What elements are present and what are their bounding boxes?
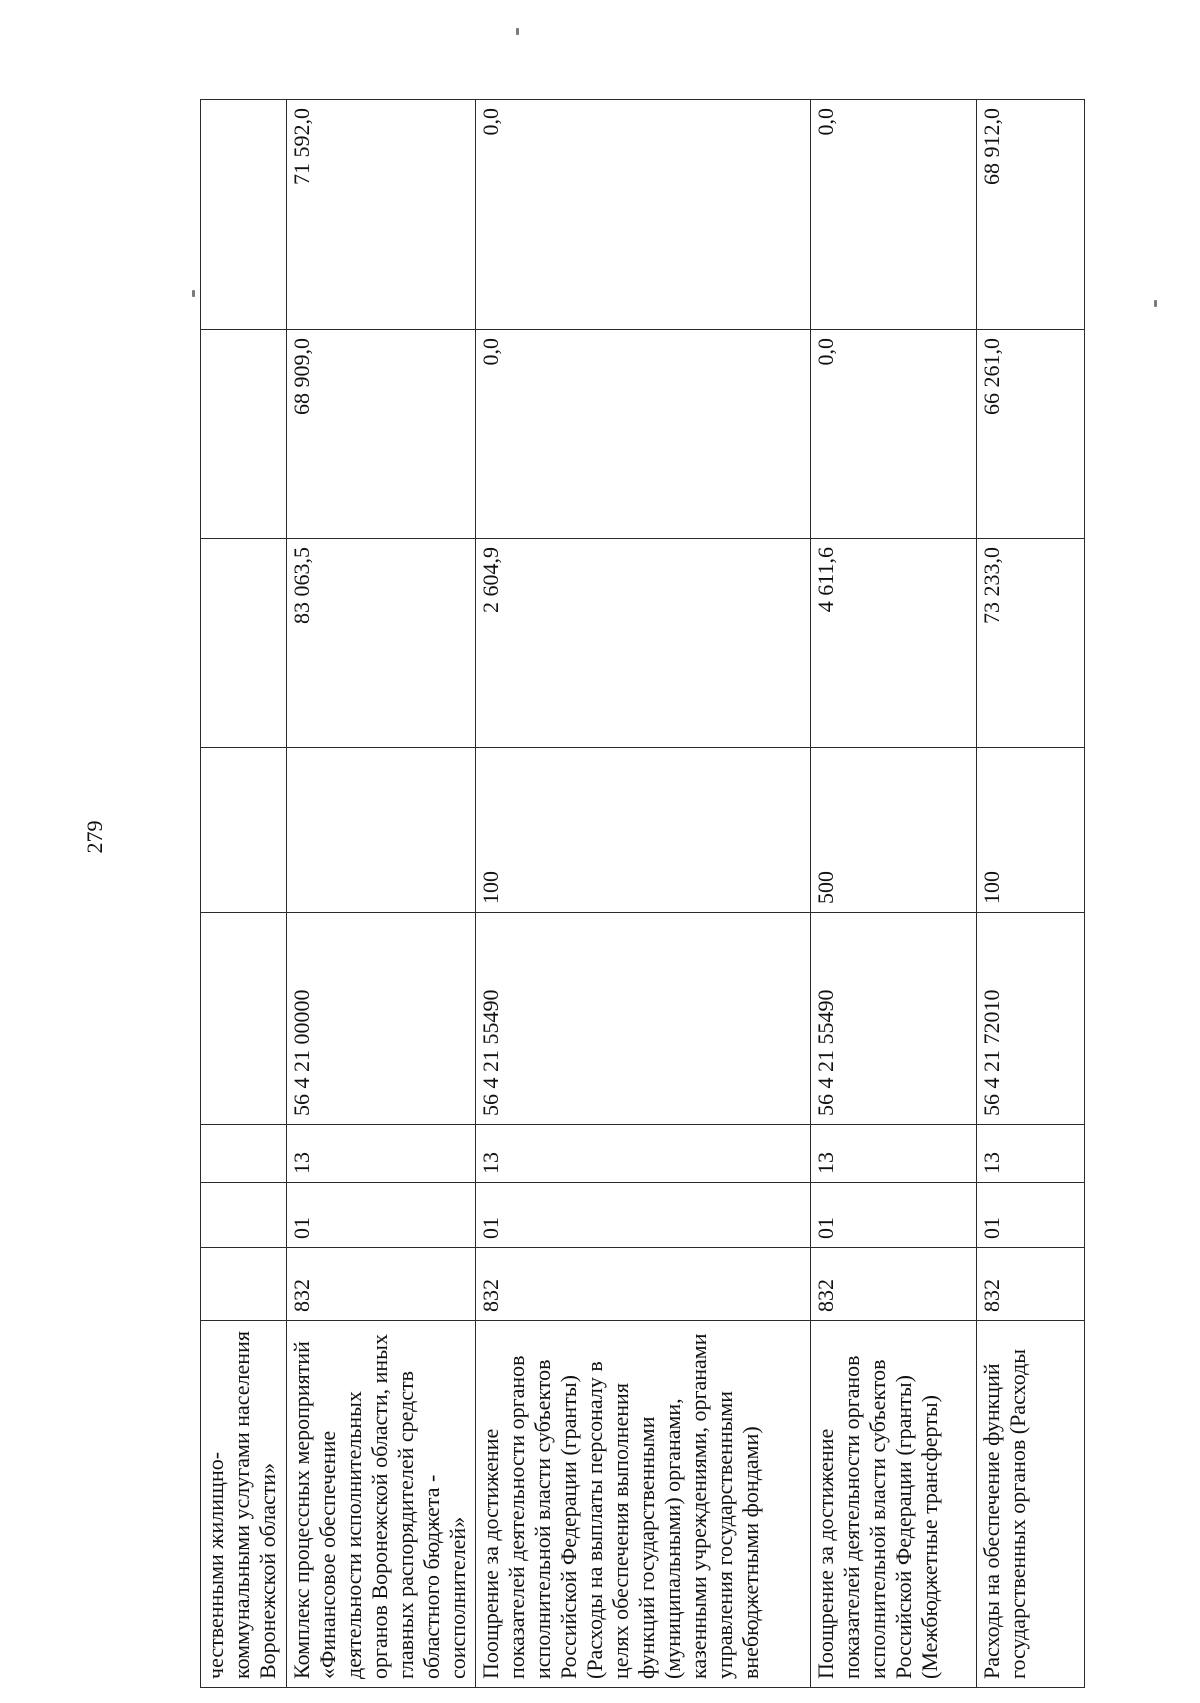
amount-2025: 83 063,5 [287, 539, 476, 748]
section-code: 01 [287, 1183, 476, 1248]
row-name: чественными жилищно-коммунальными услугами населения Воронежской области» [201, 1321, 287, 1688]
section-code: 01 [476, 1183, 811, 1248]
scan-speck [1154, 300, 1157, 307]
budget-table [200, 99, 1085, 1688]
scan-speck [516, 28, 519, 35]
expense-type-code [287, 748, 476, 913]
subsection-code [201, 1125, 287, 1183]
grbs-code: 832 [811, 1248, 977, 1321]
scan-speck [192, 290, 195, 297]
grbs-code: 832 [287, 1248, 476, 1321]
amount-2025: 4 611,6 [811, 539, 977, 748]
amount-2025: 73 233,0 [977, 539, 1085, 748]
target-article-code: 56 4 21 00000 [287, 913, 476, 1125]
target-article-code: 56 4 21 72010 [977, 913, 1085, 1125]
amount-2025 [201, 539, 287, 748]
grbs-code [201, 1248, 287, 1321]
table-row [476, 100, 811, 1688]
subsection-code: 13 [476, 1125, 811, 1183]
expense-type-code: 100 [476, 748, 811, 913]
subsection-code: 13 [287, 1125, 476, 1183]
amount-2027: 0,0 [476, 100, 811, 330]
amount-2026: 68 909,0 [287, 330, 476, 539]
grbs-code: 832 [476, 1248, 811, 1321]
amount-2027: 68 912,0 [977, 100, 1085, 330]
row-name: Поощрение за достижение показателей деятельности органов исполнительной власти субъектов Российской Федерации (гранты) (Межбюджетные трансферты) [811, 1321, 977, 1688]
amount-2026 [201, 330, 287, 539]
expense-type-code [201, 748, 287, 913]
table-row [977, 100, 1085, 1688]
page-number: 279 [82, 820, 107, 854]
amount-2026: 0,0 [811, 330, 977, 539]
target-article-code [201, 913, 287, 1125]
target-article-code: 56 4 21 55490 [811, 913, 977, 1125]
budget-table-wrapper [200, 100, 1084, 1688]
table-row [811, 100, 977, 1688]
expense-type-code: 500 [811, 748, 977, 913]
section-code: 01 [811, 1183, 977, 1248]
section-code: 01 [977, 1183, 1085, 1248]
amount-2025: 2 604,9 [476, 539, 811, 748]
amount-2026: 0,0 [476, 330, 811, 539]
amount-2027: 71 592,0 [287, 100, 476, 330]
grbs-code: 832 [977, 1248, 1085, 1321]
subsection-code: 13 [977, 1125, 1085, 1183]
row-name: Расходы на обеспечение функций государственных органов (Расходы [977, 1321, 1085, 1688]
row-name: Поощрение за достижение показателей деятельности органов исполнительной власти субъектов Российской Федерации (гранты) (Расходы на выплаты персоналу в целях обеспечения выполнения функций государственными (муниципальными) органами, казенными учреждениями, органами управления государственными внебюджетными фондами) [476, 1321, 811, 1688]
table-row [201, 100, 287, 1688]
subsection-code: 13 [811, 1125, 977, 1183]
section-code [201, 1183, 287, 1248]
table-row [287, 100, 476, 1688]
amount-2027: 0,0 [811, 100, 977, 330]
expense-type-code: 100 [977, 748, 1085, 913]
amount-2027 [201, 100, 287, 330]
target-article-code: 56 4 21 55490 [476, 913, 811, 1125]
row-name: Комплекс процессных мероприятий «Финансовое обеспечение деятельности исполнительных органов Воронежской области, иных главных распорядителей средств областного бюджета - соисполнителей» [287, 1321, 476, 1688]
amount-2026: 66 261,0 [977, 330, 1085, 539]
